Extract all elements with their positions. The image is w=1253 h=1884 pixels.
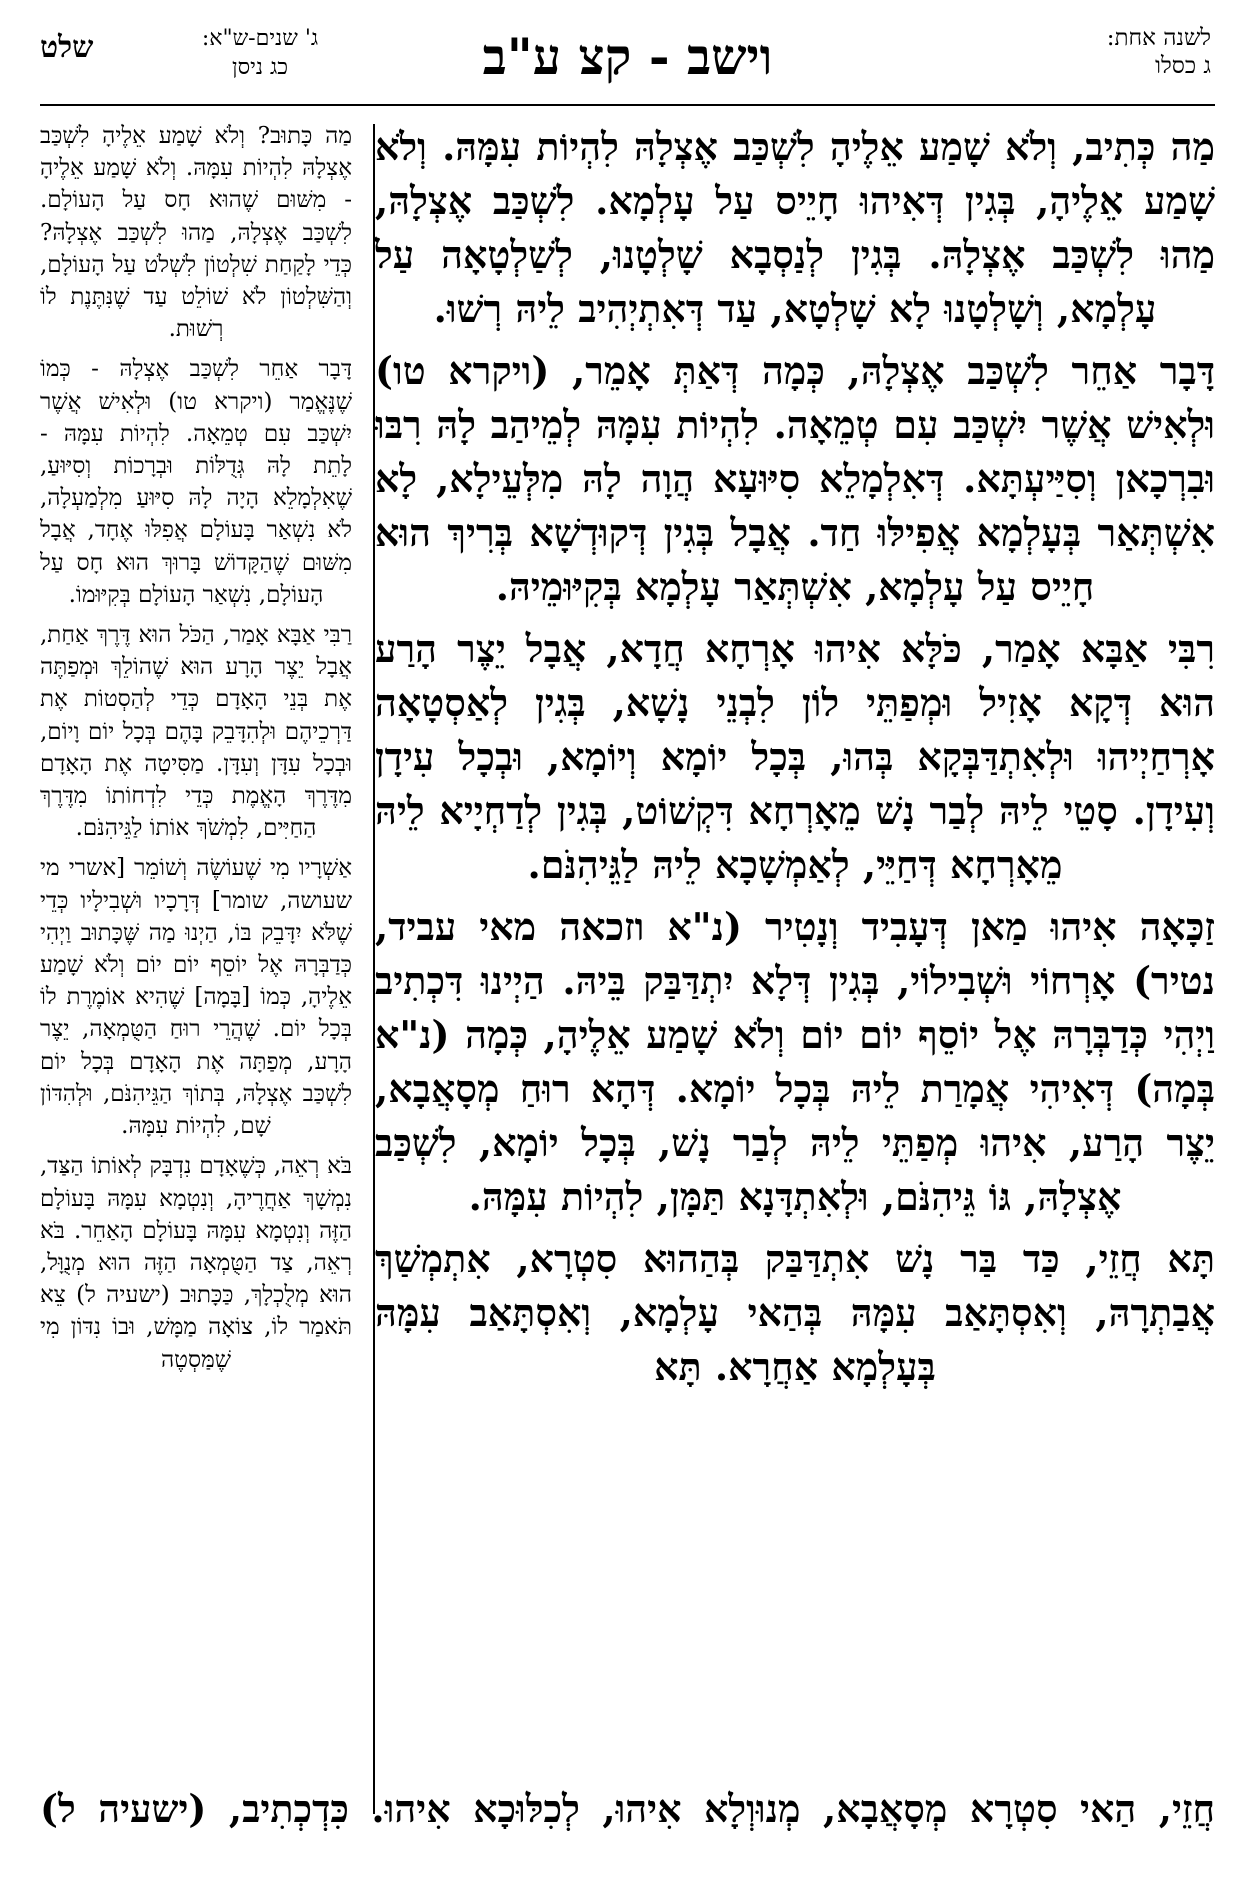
translation-paragraph: רַבִּי אַבָּא אָמַר, הַכֹּל הוּא דֶּרֶךְ אַחַת, אֲבָל יֵצֶר הָרָע הוּא שֶׁהוֹלֵךְ וּמְפַתֶּה אֶת בְּנֵי הָאָדָם כְּדֵי לְהַסְטוֹת אֶת דַּרְכֵיהֶם וּלְהִדָּבֵק בָּהֶם בְּכָל יוֹם וָיוֹם, וּבְכָל עִדָּן וְעִדָּן. מַסִּיטָה אֶת הָאָדָם מִדֶּרֶךְ הָאֱמֶת כְּדֵי לִדְחוֹתוֹ מִדֶּרֶךְ הַחַיִּים, לִמְשֹׁךְ אוֹתוֹ לַגֵּיהִנֹּם.	[40, 622, 352, 842]
page-title: וישב - קצ ע"ב	[482, 27, 773, 86]
translation-paragraph: מַה כָּתוּב? וְלֹא שָׁמַע אֵלֶיהָ לִשְׁכַּב אֶצְלָהּ לִהְיוֹת עִמָּהּ. וְלֹא שָׁמַע אֵלֶיהָ - מִשּׁוּם שֶׁהוּא חָס עַל הָעוֹלָם. לִשְׁכַּב אֶצְלָהּ, מַהוּ לִשְׁכַּב אֶצְלָהּ? כְּדֵי לָקַחַת שִׁלְטוֹן לִשְׁלֹט עַל הָעוֹלָם, וְהַשִּׁלְטוֹן לֹא שׁוֹלֵט עַד שֶׁנִּתֶּנֶת לוֹ רְשׁוּת.	[40, 123, 352, 343]
hebrew-translation-column	[40, 120, 352, 1820]
page-number: שלט	[40, 30, 94, 65]
zohar-page	[40, 24, 1215, 1860]
header-rule	[40, 104, 1215, 106]
translation-paragraph: דָּבָר אַחֵר לִשְׁכַּב אֶצְלָהּ - כְּמוֹ שֶׁנֶּאֱמַר (ויקרא טו) וּלְאִישׁ אֲשֶׁר יִשְׁכַּב עִם טְמֵאָה. לִהְיוֹת עִמָּהּ - לָתֵת לָהּ גְּדֻלּוֹת וּבְרָכוֹת וְסִיּוּעַ, שֶׁאִלְמָלֵא הָיָה לָהּ סִיּוּעַ מִלְמַעְלָה, לֹא נִשְׁאַר בָּעוֹלָם אֲפִלּוּ אֶחָד, אֲבָל מִשּׁוּם שֶׁהַקָּדוֹשׁ בָּרוּךְ הוּא חָס עַל הָעוֹלָם, נִשְׁאַר הָעוֹלָם בְּקִיּוּמוֹ.	[40, 356, 352, 608]
alt-schedule-date: כג ניסן	[231, 55, 289, 80]
translation-paragraph: בֹּא רְאֵה, כְּשֶׁאָדָם נִדְבָּק לְאוֹתוֹ הַצַּד, נִמְשָׁךְ אַחֲרֶיהָ, וְנִטְמָא עִמָּהּ בָּעוֹלָם הַזֶּה וְנִטְמָא עִמָּהּ בָּעוֹלָם הָאַחֵר. בֹּא רְאֵה, צַד הַטֻּמְאָה הַזֶּה הוּא מְנֻוָּל, הוּא מְלֻכְלָךְ, כַּכָּתוּב (ישעיה ל) צֵא תֹּאמַר לוֹ, צוֹאָה מַמָּשׁ, וּבוֹ נִדּוֹן מִי שֶׁמַּסְטֶה	[40, 1153, 352, 1373]
translation-paragraph: אַשְׁרָיו מִי שֶׁעוֹשֶׂה וְשׁוֹמֵר [אשרי מי שעושה, שומר] דְּרָכָיו וּשְׁבִילָיו כְּדֵי שֶׁלֹּא יִדָּבֵק בּוֹ, הַיְנוּ מַה שֶּׁכָּתוּב וַיְהִי כְּדַבְּרָהּ אֶל יוֹסֵף יוֹם יוֹם וְלֹא שָׁמַע אֵלֶיהָ, כְּמוֹ [בָּמָה] שֶׁהִיא אוֹמֶרֶת לוֹ בְּכָל יוֹם. שֶׁהֲרֵי רוּחַ הַטֻּמְאָה, יֵצֶר הָרָע, מְפַתָּה אֶת הָאָדָם בְּכָל יוֹם לִשְׁכַּב אֶצְלָהּ, בְּתוֹךְ הַגֵּיהִנֹּם, וּלְהִדּוֹן שָׁם, לִהְיוֹת עִמָּהּ.	[40, 855, 352, 1140]
aramaic-paragraph: זַכָּאָה אִיהוּ מַאן דְּעָבִיד וְנָטִיר (נ"א וזכאה מאי עביד, נטיר) אָרְחוֹי וּשְׁבִילוֹי, בְּגִין דְּלָא יִתְדַּבַּק בֵּיהּ. הַיְינוּ דִּכְתִיב וַיְהִי כְּדַבְּרָהּ אֶל יוֹסֵף יוֹם יוֹם וְלֹא שָׁמַע אֵלֶיהָ, כְּמָה (נ"א בְּמָה) דְּאִיהִי אֲמָרַת לֵיהּ בְּכָל יוֹמָא. דְּהָא רוּחַ מְסָאֲבָא, יֵצֶר הָרַע, אִיהוּ מְפַתֵּי לֵיהּ לְבַר נָשׁ, בְּכָל יוֹמָא, לִשְׁכַּב אֶצְלָהּ, גּוֹ גֵּיהִנֹּם, וּלְאִתְדָּנָא תַּמָּן, לִהְיוֹת עִמָּהּ.	[375, 904, 1215, 1219]
aramaic-paragraph: מַה כְּתִיב, וְלֹא שָׁמַע אֵלֶיהָ לִשְׁכַּב אֶצְלָהּ לִהְיוֹת עִמָּהּ. וְלֹא שָׁמַע אֵלֶיהָ, בְּגִין דְּאִיהוּ חָיֵיס עַל עָלְמָא. לִשְׁכַּב אֶצְלָהּ, מַהוּ לִשְׁכַּב אֶצְלָהּ. בְּגִין לְנַסְבָא שָׁלְטָנוּ, לְשַׁלְטָאָה עַל עָלְמָא, וְשָׁלְטָנוּ לָא שָׁלְטָא, עַד דְּאִתְיְהִיב לֵיהּ רְשׁוּ.	[375, 124, 1215, 331]
aramaic-column	[375, 120, 1215, 1780]
aramaic-paragraph: רִבִּי אַבָּא אָמַר, כֹּלָּא אִיהוּ אָרְחָא חֲדָא, אֲבָל יֵצֶר הָרַע הוּא דְּקָא אָזִיל וּמְפַתֵּי לוֹן לִבְנֵי נָשָׁא, בְּגִין לְאַסְטָאָה אָרְחַיְיהוּ וּלְאִתְדַּבְּקָא בְּהוּ, בְּכָל יוֹמָא וְיוֹמָא, וּבְכָל עִידָן וְעִידָן. סָטֵי לֵיהּ לְבַר נָשׁ מֵאָרְחָא דִּקְשׁוֹט, בְּגִין לְדַחְיָיא לֵיהּ מֵאָרְחָא דְּחַיֵּי, לְאַמְשָׁכָא לֵיהּ לַגֵּיהִנֹּם.	[375, 626, 1215, 887]
study-schedule-date: ג כסלו	[1155, 53, 1211, 79]
aramaic-paragraph: דָּבָר אַחֵר לִשְׁכַּב אֶצְלָהּ, כְּמָה דְּאַתְּ אָמֵר, (ויקרא טו) וּלְאִישׁ אֲשֶׁר יִשְׁכַּב עִם טְמֵאָה. לִהְיוֹת עִמָּהּ לְמֵיהַב לָהּ רִבּוּ וּבִרְכָאן וְסִיַּיעְתָּא. דְּאִלְמָלֵא סִיּוּעָא הֲוָה לָהּ מִלְּעֵילָא, לָא אִשְׁתְּאַר בְּעָלְמָא אֲפִילּוּ חַד. אֲבָל בְּגִין דְּקוּדְשָׁא בְּרִיךְ הוּא חָיֵיס עַל עָלְמָא, אִשְׁתְּאַר עָלְמָא בְּקִיּוּמֵיהּ.	[375, 348, 1215, 609]
alt-schedule	[180, 24, 340, 82]
alt-schedule-label: ג' שנים-ש"א:	[201, 26, 319, 51]
page-header	[40, 24, 1215, 100]
aramaic-paragraph: תָּא חֲזֵי, כַּד בַּר נָשׁ אִתְדַּבַּק בְּהַהוּא סִטְרָא, אִתְמְשַׁךְ אֲבַתְרָהּ, וְאִסְתָּאַב עִמָּהּ בְּהַאי עָלְמָא, וְאִסְתָּאַב עִמָּהּ בְּעָלְמָא אַחֲרָא. תָּא	[375, 1236, 1215, 1389]
column-divider	[373, 124, 375, 1814]
study-schedule-label: לשנה אחת:	[1106, 25, 1211, 51]
footer-text-line: חֲזֵי, הַאי סִטְרָא מְסָאֲבָא, מְנוּוְלָא אִיהוּ, לְכִלּוּכָא אִיהוּ. כִּדְכְתִיב, (ישעיה ל)	[40, 1786, 1215, 1831]
